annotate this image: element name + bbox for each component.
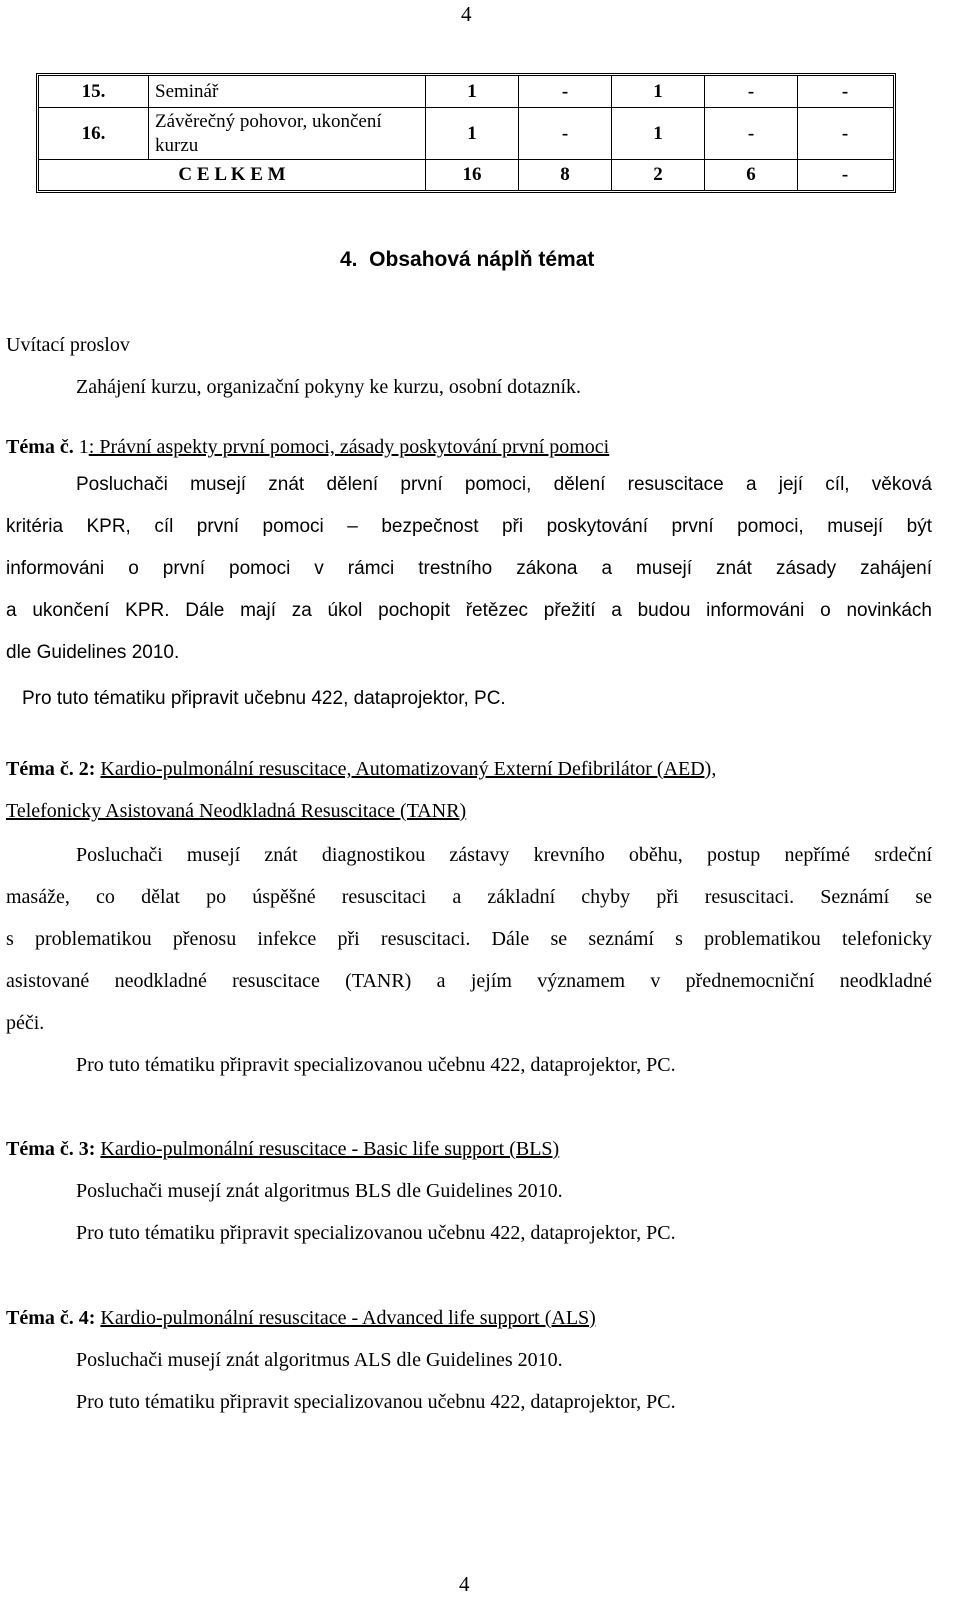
row-number: 15. [39, 76, 149, 107]
section-heading: 4. Obsahová náplň témat [340, 248, 595, 271]
topic2-line: masáže, co dělat po úspěšné resuscitaci a základní chyby při resuscitaci. Seznámí se [6, 886, 932, 908]
row-value: 1 [612, 108, 705, 159]
topic1-line: Posluchači musejí znát dělení první pomoci, dělení resuscitace a její cíl, věková [76, 474, 932, 495]
topic2-title-line2: Telefonicky Asistovaná Neodkladná Resuscitace (TANR) [6, 800, 467, 822]
topic3-heading [6, 1138, 559, 1161]
topic3-equipment: Pro tuto tématiku připravit specializovanou učebnu 422, dataprojektor, PC. [76, 1222, 676, 1244]
row-value: - [519, 76, 612, 107]
topic1-label: Téma č. [6, 436, 74, 458]
page-number-bottom: 4 [459, 1572, 470, 1596]
total-value: 8 [519, 160, 612, 190]
total-value: - [841, 164, 849, 185]
topic2-description [6, 834, 932, 1044]
topic2-line: Posluchači musejí znát diagnostikou zástavy krevního oběhu, postup nepřímé srdeční [76, 844, 932, 866]
topic2-title-line1: Kardio-pulmonální resuscitace, Automatizovaný Externí Defibrilátor (AED), [100, 758, 717, 780]
row-value: - [705, 76, 798, 107]
topic1-line: dle Guidelines 2010. [6, 642, 180, 663]
page-number-top: 4 [461, 2, 472, 26]
table-total-row [39, 160, 893, 190]
topic2-heading [6, 758, 932, 781]
row-value: - [705, 108, 798, 159]
topic3-label: Téma č. 3: [6, 1138, 96, 1160]
row-topic: Seminář [149, 76, 426, 107]
total-value: 6 [705, 160, 798, 190]
topic2-label: Téma č. 2: [6, 758, 96, 780]
topic1-heading [6, 436, 609, 459]
row-value: 1 [426, 108, 519, 159]
topic1-line: informováni o první pomoci v rámci trestního zákona a musejí znát zásady zahájení [6, 558, 932, 579]
topic1-description [6, 464, 932, 674]
topic1-equipment: Pro tuto tématiku připravit učebnu 422, dataprojektor, PC. [22, 688, 506, 709]
topic1-title: : Právní aspekty první pomoci, zásady poskytování první pomoci [88, 436, 610, 458]
total-value: 2 [612, 160, 705, 190]
topic1-number: 1 [78, 436, 89, 458]
topic4-heading [6, 1307, 596, 1330]
topic3-title: Kardio-pulmonální resuscitace - Basic life support (BLS) [100, 1138, 560, 1160]
topic4-equipment: Pro tuto tématiku připravit specializovanou učebnu 422, dataprojektor, PC. [76, 1391, 676, 1413]
row-value: 1 [612, 76, 705, 107]
total-label: C E L K E M [39, 160, 426, 190]
topic1-line: kritéria KPR, cíl první pomoci – bezpečnost při poskytování první pomoci, musejí být [6, 516, 932, 537]
schedule-table [36, 73, 896, 193]
row-value: - [841, 122, 849, 144]
topic2-line: asistované neodkladné resuscitace (TANR) a jejím významem v přednemocniční neodkladné [6, 970, 932, 992]
topic2-line: péči. [6, 1012, 45, 1034]
table-row [39, 108, 893, 160]
topic4-label: Téma č. 4: [6, 1307, 96, 1329]
welcome-text: Zahájení kurzu, organizační pokyny ke kurzu, osobní dotazník. [76, 376, 582, 398]
topic1-line: a ukončení KPR. Dále mají za úkol pochopit řetězec přežití a budou informováni o novinkách [6, 600, 932, 621]
row-number: 16. [39, 108, 149, 159]
topic4-title: Kardio-pulmonální resuscitace - Advanced life support (ALS) [100, 1307, 596, 1329]
welcome-title: Uvítací proslov [6, 334, 130, 356]
row-value: - [519, 108, 612, 159]
topic4-text: Posluchači musejí znát algoritmus ALS dle Guidelines 2010. [76, 1349, 563, 1371]
row-topic: Závěrečný pohovor, ukončení kurzu [149, 108, 426, 159]
topic2-line: s problematikou přenosu infekce při resuscitaci. Dále se seznámí s problematikou telefonicky [6, 928, 932, 950]
total-value: 16 [426, 160, 519, 190]
topic2-equipment: Pro tuto tématiku připravit specializovanou učebnu 422, dataprojektor, PC. [76, 1054, 676, 1076]
table-row [39, 76, 893, 108]
row-value: - [841, 80, 849, 102]
topic3-text: Posluchači musejí znát algoritmus BLS dle Guidelines 2010. [76, 1180, 563, 1202]
row-value: 1 [426, 76, 519, 107]
